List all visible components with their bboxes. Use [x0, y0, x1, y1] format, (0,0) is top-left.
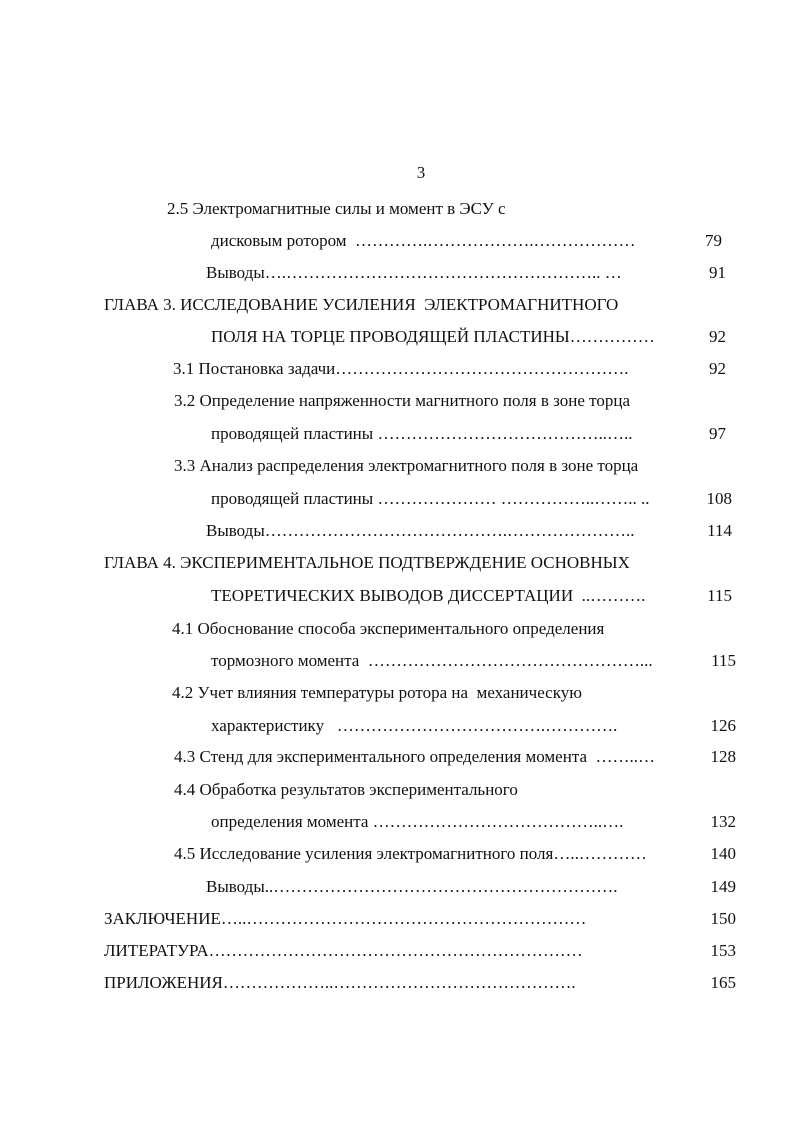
toc-page-number: 91 [709, 263, 726, 282]
toc-page-number: 126 [710, 716, 736, 735]
toc-entry-3-2-line2: проводящей пластины …………………………………..….. [211, 424, 633, 443]
toc-entry-2-5-line2: дисковым ротором ………….……………….……………… [211, 231, 640, 250]
toc-entry-chapter3-conclusions: Выводы…………………………………….………………….. [206, 521, 635, 540]
toc-page-number: 128 [710, 747, 736, 766]
toc-entry-3-1: 3.1 Постановка задачи……………………………………………. [173, 359, 633, 378]
toc-page-number: 153 [710, 941, 736, 960]
toc-entry-appendices: ПРИЛОЖЕНИЯ………………..……………………………………. [104, 973, 576, 992]
toc-page-number: 150 [710, 909, 736, 928]
toc-page-number: 115 [711, 651, 736, 670]
toc-entry-4-1-line2: тормозного момента …………………………………………... [211, 651, 653, 670]
toc-entry-4-3: 4.3 Стенд для экспериментального определения момента ……..… [174, 747, 655, 766]
toc-chapter-3-line2: ПОЛЯ НА ТОРЦЕ ПРОВОДЯЩЕЙ ПЛАСТИНЫ…………… [211, 327, 655, 346]
toc-entry-chapter4-conclusions: Выводы..……………………………………………………. [206, 877, 618, 896]
toc-page-number: 79 [705, 231, 722, 250]
toc-entry-2-5-line1: 2.5 Электромагнитные силы и момент в ЭСУ с [167, 199, 506, 218]
toc-entry-4-5: 4.5 Исследование усиления электромагнитного поля…..………… [174, 844, 647, 863]
toc-page-number: 165 [710, 973, 736, 992]
toc-page-number: 132 [710, 812, 736, 831]
toc-page-number: 140 [710, 844, 736, 863]
page-number: 3 [416, 163, 426, 182]
toc-entry-chapter2-conclusions: Выводы….……………………………………………….. … [206, 263, 622, 282]
toc-entry-4-2-line2: характеристику ……………………………….…………. [211, 716, 618, 735]
toc-entry-4-2-line1: 4.2 Учет влияния температуры ротора на механическую [172, 683, 582, 702]
toc-page-number: 115 [707, 586, 732, 605]
toc-entry-3-3-line2: проводящей пластины ………………… ……………..…….. .. [211, 489, 650, 508]
toc-entry-3-3-line1: 3.3 Анализ распределения электромагнитного поля в зоне торца [174, 456, 639, 475]
toc-page-number: 108 [706, 489, 732, 508]
toc-chapter-3-line1: ГЛАВА 3. ИССЛЕДОВАНИЕ УСИЛЕНИЯ ЭЛЕКТРОМАГНИТНОГО [104, 295, 619, 314]
toc-page-number: 92 [709, 359, 726, 378]
toc-page-number: 92 [709, 327, 726, 346]
toc-entry-4-1-line1: 4.1 Обоснование способа экспериментального определения [172, 619, 605, 638]
toc-entry-3-2-line1: 3.2 Определение напряженности магнитного поля в зоне торца [174, 391, 630, 410]
toc-page-number: 97 [709, 424, 726, 443]
toc-chapter-4-line2: ТЕОРЕТИЧЕСКИХ ВЫВОДОВ ДИССЕРТАЦИИ ..………. [211, 586, 646, 605]
toc-entry-4-4-line1: 4.4 Обработка результатов экспериментального [174, 780, 518, 799]
toc-entry-conclusion: ЗАКЛЮЧЕНИЕ…..…………………………………………………… [104, 909, 587, 928]
toc-entry-literature: ЛИТЕРАТУРА………………………………………………………… [104, 941, 583, 960]
toc-page-number: 149 [710, 877, 736, 896]
toc-entry-4-4-line2: определения момента …………………………………..…. [211, 812, 624, 831]
toc-page-number: 114 [707, 521, 732, 540]
toc-chapter-4-line1: ГЛАВА 4. ЭКСПЕРИМЕНТАЛЬНОЕ ПОДТВЕРЖДЕНИЕ ОСНОВНЫХ [104, 553, 630, 572]
